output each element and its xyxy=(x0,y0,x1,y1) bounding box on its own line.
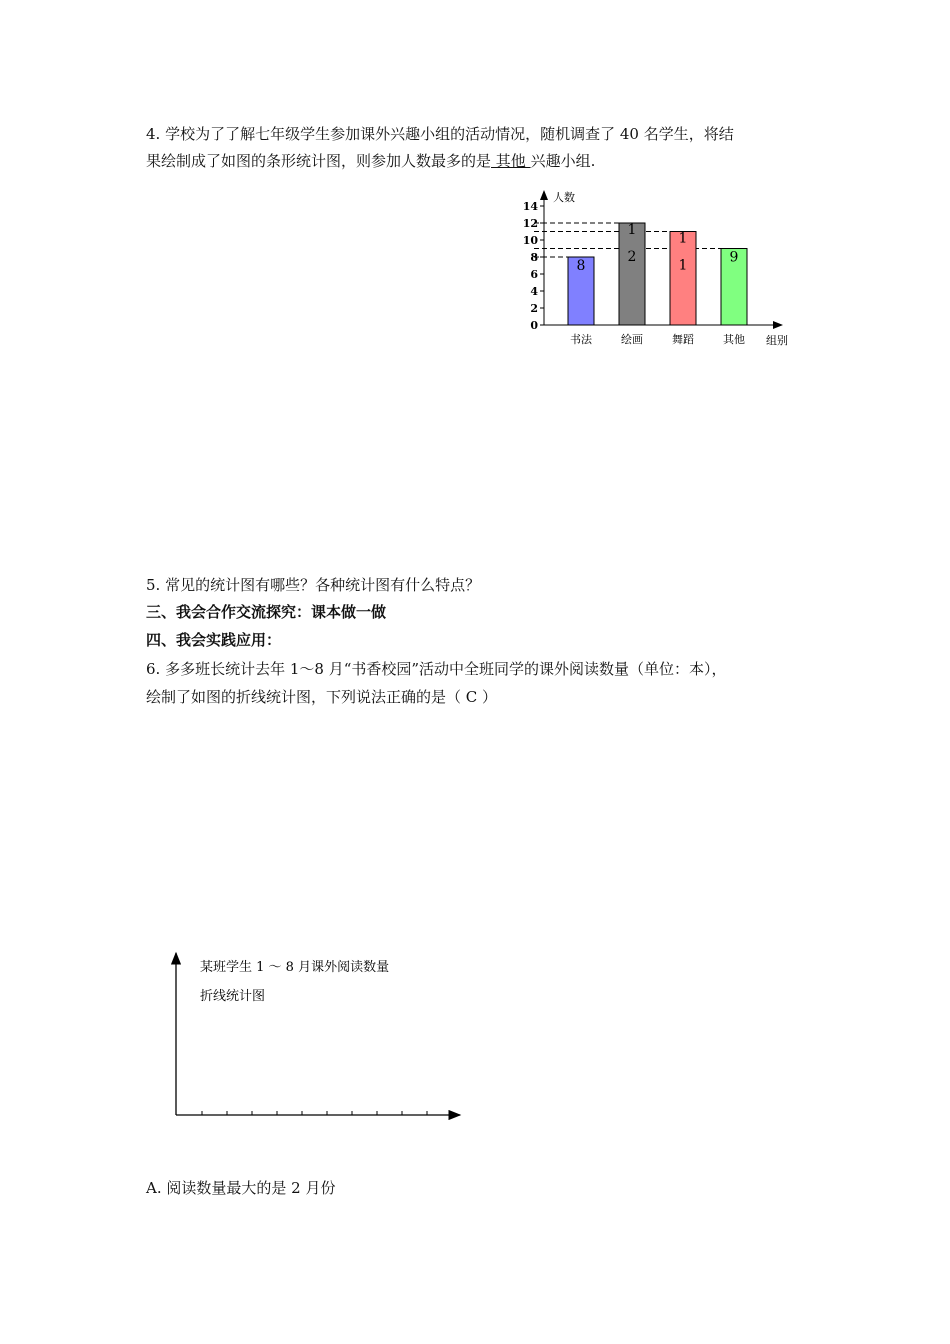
x-tick-label: 绘画 xyxy=(621,333,643,346)
bar-data-label: 8 xyxy=(576,258,586,274)
q4-line2 xyxy=(146,151,595,171)
x-tick-label: 书法 xyxy=(570,333,592,346)
q6-line1: 6. 多多班长统计去年 1～8 月“书香校园”活动中全班同学的课外阅读数量（单位：本）， xyxy=(146,660,727,678)
y-tick-label: 14 xyxy=(522,200,538,213)
q6-line2: 绘制了如图的折线统计图，下列说法正确的是（ C ） xyxy=(146,688,498,706)
q4-answer: 其他 xyxy=(491,152,531,170)
bar-data-label: 1 xyxy=(627,222,637,238)
q4-line1: 4. 学校为了了解七年级学生参加课外兴趣小组的活动情况，随机调查了 40 名学生，将结 xyxy=(146,125,734,143)
bar-绘画 xyxy=(619,223,645,325)
y-tick-label: 8 xyxy=(530,251,538,264)
bar-chart-ylabel: 人数 xyxy=(553,191,575,204)
q4-line2-prefix: 果绘制成了如图的条形统计图，则参加人数最多的是 xyxy=(146,152,492,170)
y-tick-label: 0 xyxy=(530,319,538,332)
line-chart-title-2: 折线统计图 xyxy=(200,989,266,1004)
bar-data-label: 9 xyxy=(729,249,739,266)
bar-data-label: 1 xyxy=(678,257,688,274)
section4-heading: 四、我会实践应用： xyxy=(146,631,282,649)
bar-chart xyxy=(520,185,800,355)
x-tick-label: 舞蹈 xyxy=(672,333,694,346)
bar-data-label: 2 xyxy=(627,249,637,265)
y-tick-label: 4 xyxy=(530,285,538,298)
section3-heading: 三、我会合作交流探究：课本做一做 xyxy=(146,603,387,621)
line-chart xyxy=(160,945,470,1125)
q4-line2-suffix: 兴趣小组. xyxy=(530,152,596,170)
y-tick-label: 6 xyxy=(530,268,538,281)
q5-text: 5. 常见的统计图有哪些？各种统计图有什么特点？ xyxy=(146,576,481,594)
bar-chart-xlabel: 组别 xyxy=(766,334,788,347)
line-chart-title-1: 某班学生 1 ～ 8 月课外阅读数量 xyxy=(200,960,390,975)
option-a: A. 阅读数量最大的是 2 月份 xyxy=(146,1179,336,1197)
y-tick-label: 10 xyxy=(522,234,538,247)
x-tick-label: 其他 xyxy=(723,333,745,346)
y-tick-label: 2 xyxy=(530,302,538,315)
y-tick-label: 12 xyxy=(522,217,538,230)
bar-data-label: 1 xyxy=(678,230,688,247)
